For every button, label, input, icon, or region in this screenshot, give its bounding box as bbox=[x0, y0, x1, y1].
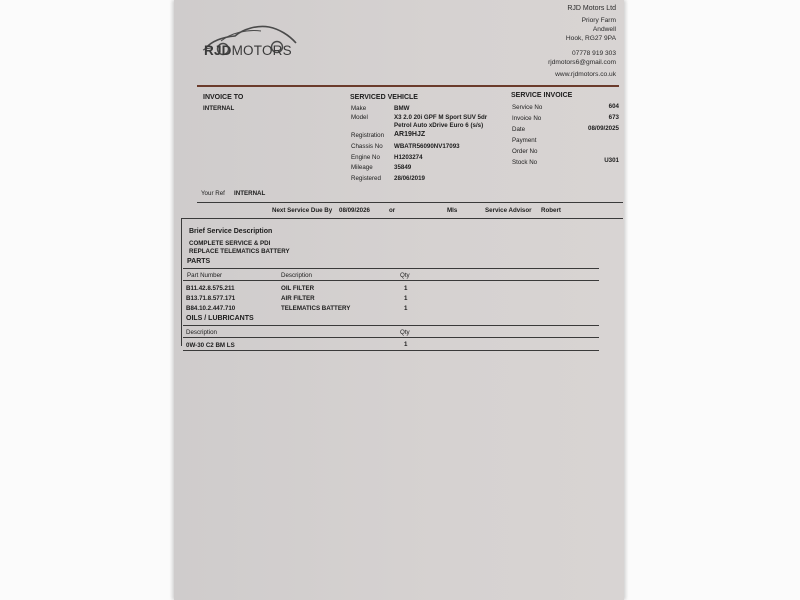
header-divider bbox=[197, 85, 619, 87]
description-heading: Brief Service Description bbox=[189, 228, 273, 235]
model-label: Model bbox=[351, 114, 368, 121]
table-row-qty: 1 bbox=[404, 305, 408, 312]
parts-col-part-number: Part Number bbox=[187, 272, 223, 279]
invoice-no-value: 673 bbox=[608, 114, 619, 121]
next-service-or: or bbox=[389, 207, 396, 214]
your-ref-label: Your Ref bbox=[201, 190, 225, 197]
company-website: www.rjdmotors.co.uk bbox=[555, 71, 616, 78]
make-label: Make bbox=[351, 105, 367, 112]
model-value-line-2: Petrol Auto xDrive Euro 6 (s/s) bbox=[394, 122, 484, 129]
date-value: 08/09/2025 bbox=[588, 125, 619, 132]
table-row-qty: 1 bbox=[404, 285, 408, 292]
table-row-qty: 1 bbox=[404, 341, 408, 348]
body-left-border bbox=[181, 218, 182, 346]
logo-text-bold: RJD bbox=[204, 43, 232, 58]
parts-header-rule bbox=[183, 280, 599, 281]
stock-no-value: U301 bbox=[604, 157, 619, 164]
company-logo-text bbox=[204, 43, 292, 58]
next-service-mls: Mls bbox=[447, 207, 458, 214]
next-service-value: 08/09/2026 bbox=[339, 207, 370, 214]
mileage-label: Mileage bbox=[351, 164, 373, 171]
chassis-label: Chassis No bbox=[351, 143, 383, 150]
registered-value: 28/06/2019 bbox=[394, 175, 425, 182]
parts-heading: PARTS bbox=[187, 258, 211, 265]
service-advisor-value: Robert bbox=[541, 207, 561, 214]
table-row-part-number: B13.71.8.577.171 bbox=[186, 295, 236, 302]
service-no-value: 604 bbox=[608, 103, 619, 110]
engine-label: Engine No bbox=[351, 154, 380, 161]
parts-col-description: Description bbox=[281, 272, 312, 279]
company-email: rjdmotors6@gmail.com bbox=[548, 59, 616, 66]
engine-value: H1203274 bbox=[394, 154, 423, 161]
make-value: BMW bbox=[394, 105, 410, 112]
address-line-1: Priory Farm bbox=[581, 17, 616, 24]
company-phone: 07778 919 303 bbox=[571, 50, 616, 57]
service-invoice-heading: SERVICE INVOICE bbox=[511, 92, 573, 99]
date-label: Date bbox=[512, 126, 526, 133]
next-service-label: Next Service Due By bbox=[272, 207, 333, 214]
model-value-line-1: X3 2.0 20i GPF M Sport SUV 5dr bbox=[394, 114, 488, 121]
invoice-to-name: INTERNAL bbox=[203, 105, 235, 112]
table-row-description: AIR FILTER bbox=[281, 295, 315, 302]
table-row-description: OIL FILTER bbox=[281, 285, 315, 292]
oils-heading: OILS / LUBRICANTS bbox=[186, 315, 254, 322]
invoice-no-label: Invoice No bbox=[512, 115, 542, 122]
stock-no-label: Stock No bbox=[512, 159, 538, 166]
registration-value: AR19HJZ bbox=[394, 131, 426, 138]
address-line-2: Andwell bbox=[592, 26, 616, 33]
order-no-label: Order No bbox=[512, 148, 538, 155]
mileage-value: 35849 bbox=[394, 164, 412, 171]
parts-col-qty: Qty bbox=[400, 272, 410, 279]
oils-heading-rule bbox=[183, 325, 599, 326]
address-line-3: Hook, RG27 9PA bbox=[565, 35, 616, 42]
table-row-description: TELEMATICS BATTERY bbox=[281, 305, 351, 312]
description-line-1: COMPLETE SERVICE & PDI bbox=[189, 240, 271, 247]
table-row-qty: 1 bbox=[404, 295, 408, 302]
next-service-top-rule bbox=[197, 202, 623, 203]
invoice-page bbox=[174, 0, 624, 600]
serviced-vehicle-heading: SERVICED VEHICLE bbox=[350, 94, 418, 101]
your-ref-value: INTERNAL bbox=[234, 190, 266, 197]
registration-label: Registration bbox=[351, 132, 385, 139]
logo-text-rest: MOTORS bbox=[231, 43, 292, 58]
oils-col-description: Description bbox=[186, 329, 217, 336]
parts-heading-rule bbox=[183, 268, 599, 269]
oils-header-rule bbox=[183, 337, 599, 338]
payment-label: Payment bbox=[512, 137, 537, 144]
description-line-2: REPLACE TELEMATICS BATTERY bbox=[189, 248, 290, 255]
service-advisor-label: Service Advisor bbox=[485, 207, 532, 214]
company-name: RJD Motors Ltd bbox=[567, 5, 616, 12]
table-row-part-number: B11.42.8.575.211 bbox=[186, 285, 235, 292]
oils-col-qty: Qty bbox=[400, 329, 410, 336]
table-row-part-number: B84.10.2.447.710 bbox=[186, 305, 236, 312]
oils-bottom-rule bbox=[183, 350, 599, 351]
chassis-value: WBATR56090NV17093 bbox=[394, 143, 460, 150]
table-row-description: 0W-30 C2 BM LS bbox=[186, 342, 235, 349]
service-no-label: Service No bbox=[512, 104, 543, 111]
description-top-rule bbox=[181, 218, 623, 219]
invoice-to-heading: INVOICE TO bbox=[203, 94, 244, 101]
registered-label: Registered bbox=[351, 175, 381, 182]
